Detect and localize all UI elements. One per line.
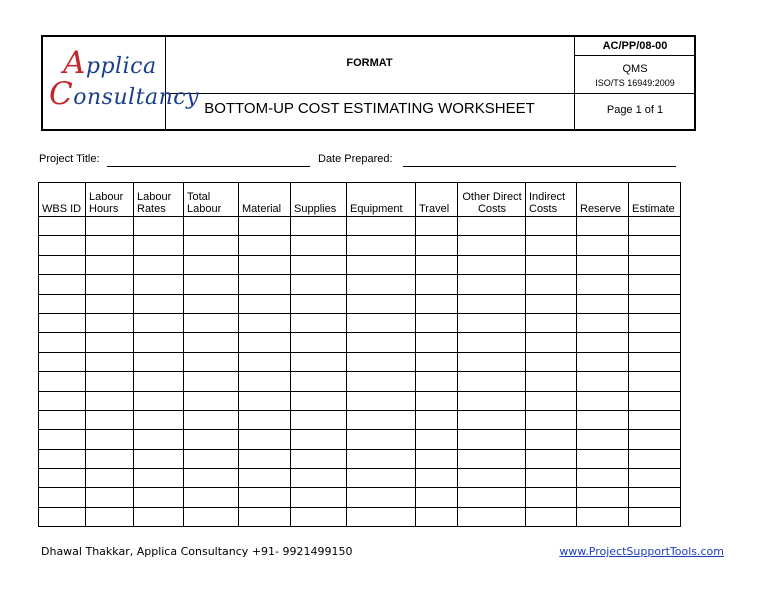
table-cell-supplies[interactable] (291, 275, 347, 294)
table-row (39, 294, 681, 313)
column-header-labour-hours: Labour Hours (86, 183, 134, 217)
table-cell-other-direct-costs[interactable] (458, 275, 526, 294)
table-cell-indirect-costs[interactable] (526, 255, 577, 274)
logo-word-consultancy: Consultancy (49, 76, 200, 112)
table-cell-supplies[interactable] (291, 372, 347, 391)
table-cell-indirect-costs[interactable] (526, 217, 577, 236)
table-cell-equipment[interactable] (347, 333, 416, 352)
table-cell-indirect-costs[interactable] (526, 236, 577, 255)
column-header-material: Material (239, 183, 291, 217)
table-cell-indirect-costs[interactable] (526, 391, 577, 410)
table-row (39, 352, 681, 371)
table-cell-wbs-id[interactable] (39, 333, 86, 352)
table-cell-equipment[interactable] (347, 275, 416, 294)
table-body (39, 217, 681, 527)
table-cell-travel[interactable] (416, 294, 458, 313)
table-cell-labour-hours[interactable] (86, 352, 134, 371)
table-row (39, 410, 681, 429)
table-cell-estimate[interactable] (629, 352, 681, 371)
table-cell-wbs-id[interactable] (39, 352, 86, 371)
table-cell-labour-rates[interactable] (134, 217, 184, 236)
table-cell-total-labour[interactable] (184, 217, 239, 236)
table-cell-labour-rates[interactable] (134, 275, 184, 294)
table-cell-reserve[interactable] (577, 313, 629, 332)
table-cell-labour-rates[interactable] (134, 507, 184, 526)
table-cell-indirect-costs[interactable] (526, 333, 577, 352)
table-cell-estimate[interactable] (629, 217, 681, 236)
table-cell-indirect-costs[interactable] (526, 430, 577, 449)
table-cell-reserve[interactable] (577, 469, 629, 488)
table-cell-travel[interactable] (416, 217, 458, 236)
table-cell-reserve[interactable] (577, 391, 629, 410)
header-divider (574, 55, 694, 56)
table-cell-indirect-costs[interactable] (526, 488, 577, 507)
table-cell-other-direct-costs[interactable] (458, 469, 526, 488)
table-cell-other-direct-costs[interactable] (458, 217, 526, 236)
table-cell-reserve[interactable] (577, 236, 629, 255)
table-row (39, 507, 681, 526)
table-cell-labour-hours[interactable] (86, 507, 134, 526)
qms-label: QMS (622, 63, 648, 75)
table-cell-reserve[interactable] (577, 217, 629, 236)
table-cell-estimate[interactable] (629, 469, 681, 488)
table-cell-material[interactable] (239, 430, 291, 449)
table-cell-supplies[interactable] (291, 313, 347, 332)
table-cell-supplies[interactable] (291, 294, 347, 313)
table-cell-material[interactable] (239, 294, 291, 313)
table-cell-reserve[interactable] (577, 488, 629, 507)
table-cell-travel[interactable] (416, 372, 458, 391)
table-cell-labour-rates[interactable] (134, 333, 184, 352)
table-cell-travel[interactable] (416, 333, 458, 352)
table-cell-wbs-id[interactable] (39, 488, 86, 507)
table-cell-equipment[interactable] (347, 255, 416, 274)
table-cell-material[interactable] (239, 255, 291, 274)
table-cell-labour-hours[interactable] (86, 236, 134, 255)
table-cell-total-labour[interactable] (184, 507, 239, 526)
table-cell-labour-rates[interactable] (134, 313, 184, 332)
project-title-label: Project Title: (39, 153, 100, 165)
table-cell-equipment[interactable] (347, 469, 416, 488)
table-cell-equipment[interactable] (347, 236, 416, 255)
table-cell-supplies[interactable] (291, 255, 347, 274)
table-cell-estimate[interactable] (629, 255, 681, 274)
table-cell-travel[interactable] (416, 469, 458, 488)
table-cell-supplies[interactable] (291, 488, 347, 507)
table-cell-other-direct-costs[interactable] (458, 488, 526, 507)
table-cell-wbs-id[interactable] (39, 294, 86, 313)
table-cell-labour-hours[interactable] (86, 449, 134, 468)
table-cell-labour-hours[interactable] (86, 255, 134, 274)
table-cell-labour-hours[interactable] (86, 275, 134, 294)
table-cell-supplies[interactable] (291, 217, 347, 236)
table-cell-reserve[interactable] (577, 507, 629, 526)
table-cell-labour-hours[interactable] (86, 372, 134, 391)
table-cell-wbs-id[interactable] (39, 410, 86, 429)
table-row (39, 275, 681, 294)
table-cell-material[interactable] (239, 372, 291, 391)
table-row (39, 255, 681, 274)
date-prepared-label: Date Prepared: (318, 153, 393, 165)
document-title: BOTTOM-UP COST ESTIMATING WORKSHEET (204, 100, 535, 117)
table-cell-equipment[interactable] (347, 488, 416, 507)
column-header-total-labour: Total Labour (184, 183, 239, 217)
table-cell-labour-rates[interactable] (134, 352, 184, 371)
document-header (41, 35, 696, 131)
table-cell-labour-hours[interactable] (86, 313, 134, 332)
table-cell-total-labour[interactable] (184, 313, 239, 332)
table-cell-labour-hours[interactable] (86, 217, 134, 236)
table-cell-travel[interactable] (416, 352, 458, 371)
table-cell-equipment[interactable] (347, 294, 416, 313)
page-info: Page 1 of 1 (606, 104, 664, 116)
table-cell-travel[interactable] (416, 236, 458, 255)
table-cell-estimate[interactable] (629, 507, 681, 526)
table-cell-other-direct-costs[interactable] (458, 236, 526, 255)
table-cell-indirect-costs[interactable] (526, 313, 577, 332)
table-cell-reserve[interactable] (577, 352, 629, 371)
table-cell-reserve[interactable] (577, 372, 629, 391)
table-row (39, 430, 681, 449)
table-cell-wbs-id[interactable] (39, 275, 86, 294)
table-cell-equipment[interactable] (347, 372, 416, 391)
table-cell-estimate[interactable] (629, 488, 681, 507)
footer-author-contact: Dhawal Thakkar, Applica Consultancy +91- 9921499150 (41, 545, 353, 558)
table-row (39, 391, 681, 410)
table-cell-labour-rates[interactable] (134, 410, 184, 429)
table-cell-labour-hours[interactable] (86, 488, 134, 507)
table-cell-estimate[interactable] (629, 449, 681, 468)
table-cell-total-labour[interactable] (184, 410, 239, 429)
table-cell-total-labour[interactable] (184, 469, 239, 488)
company-logo (43, 37, 200, 129)
table-cell-estimate[interactable] (629, 430, 681, 449)
table-cell-wbs-id[interactable] (39, 507, 86, 526)
table-cell-material[interactable] (239, 449, 291, 468)
table-cell-other-direct-costs[interactable] (458, 391, 526, 410)
table-cell-material[interactable] (239, 410, 291, 429)
table-cell-labour-hours[interactable] (86, 391, 134, 410)
table-cell-supplies[interactable] (291, 469, 347, 488)
table-cell-material[interactable] (239, 275, 291, 294)
table-row (39, 488, 681, 507)
table-cell-labour-rates[interactable] (134, 430, 184, 449)
table-row (39, 217, 681, 236)
table-cell-wbs-id[interactable] (39, 469, 86, 488)
table-cell-equipment[interactable] (347, 430, 416, 449)
table-row (39, 372, 681, 391)
table-cell-wbs-id[interactable] (39, 449, 86, 468)
table-cell-other-direct-costs[interactable] (458, 352, 526, 371)
table-cell-indirect-costs[interactable] (526, 352, 577, 371)
table-cell-labour-rates[interactable] (134, 255, 184, 274)
table-cell-material[interactable] (239, 488, 291, 507)
table-cell-other-direct-costs[interactable] (458, 333, 526, 352)
table-cell-travel[interactable] (416, 410, 458, 429)
table-cell-other-direct-costs[interactable] (458, 294, 526, 313)
table-cell-indirect-costs[interactable] (526, 372, 577, 391)
table-cell-equipment[interactable] (347, 410, 416, 429)
table-cell-other-direct-costs[interactable] (458, 449, 526, 468)
table-cell-material[interactable] (239, 469, 291, 488)
table-cell-supplies[interactable] (291, 507, 347, 526)
table-cell-material[interactable] (239, 333, 291, 352)
table-cell-equipment[interactable] (347, 313, 416, 332)
table-cell-travel[interactable] (416, 430, 458, 449)
table-cell-equipment[interactable] (347, 391, 416, 410)
table-cell-reserve[interactable] (577, 275, 629, 294)
table-cell-total-labour[interactable] (184, 352, 239, 371)
table-row (39, 313, 681, 332)
table-cell-estimate[interactable] (629, 275, 681, 294)
table-cell-total-labour[interactable] (184, 255, 239, 274)
table-cell-total-labour[interactable] (184, 449, 239, 468)
table-cell-wbs-id[interactable] (39, 372, 86, 391)
table-cell-supplies[interactable] (291, 236, 347, 255)
table-cell-reserve[interactable] (577, 294, 629, 313)
table-cell-labour-hours[interactable] (86, 430, 134, 449)
table-cell-wbs-id[interactable] (39, 217, 86, 236)
table-cell-other-direct-costs[interactable] (458, 430, 526, 449)
table-cell-supplies[interactable] (291, 449, 347, 468)
table-cell-equipment[interactable] (347, 217, 416, 236)
table-cell-total-labour[interactable] (184, 236, 239, 255)
table-cell-wbs-id[interactable] (39, 391, 86, 410)
table-cell-indirect-costs[interactable] (526, 449, 577, 468)
table-cell-total-labour[interactable] (184, 294, 239, 313)
table-cell-equipment[interactable] (347, 507, 416, 526)
column-header-reserve: Reserve (577, 183, 629, 217)
table-cell-total-labour[interactable] (184, 430, 239, 449)
table-cell-material[interactable] (239, 313, 291, 332)
column-header-labour-rates: Labour Rates (134, 183, 184, 217)
table-cell-total-labour[interactable] (184, 488, 239, 507)
column-header-travel: Travel (416, 183, 458, 217)
table-cell-material[interactable] (239, 391, 291, 410)
column-header-indirect-costs: Indirect Costs (526, 183, 577, 217)
project-title-field[interactable] (107, 166, 310, 167)
table-cell-other-direct-costs[interactable] (458, 507, 526, 526)
table-cell-labour-hours[interactable] (86, 294, 134, 313)
table-cell-supplies[interactable] (291, 391, 347, 410)
column-header-equipment: Equipment (347, 183, 416, 217)
date-prepared-field[interactable] (403, 166, 676, 167)
table-cell-wbs-id[interactable] (39, 430, 86, 449)
header-divider (165, 93, 694, 94)
table-cell-estimate[interactable] (629, 391, 681, 410)
table-cell-estimate[interactable] (629, 410, 681, 429)
table-cell-estimate[interactable] (629, 333, 681, 352)
table-cell-labour-rates[interactable] (134, 236, 184, 255)
table-cell-labour-rates[interactable] (134, 372, 184, 391)
table-cell-reserve[interactable] (577, 333, 629, 352)
table-cell-reserve[interactable] (577, 410, 629, 429)
table-cell-labour-hours[interactable] (86, 410, 134, 429)
table-row (39, 469, 681, 488)
table-row (39, 236, 681, 255)
table-cell-other-direct-costs[interactable] (458, 255, 526, 274)
table-cell-other-direct-costs[interactable] (458, 410, 526, 429)
table-cell-indirect-costs[interactable] (526, 410, 577, 429)
table-cell-indirect-costs[interactable] (526, 507, 577, 526)
table-cell-labour-rates[interactable] (134, 488, 184, 507)
table-cell-estimate[interactable] (629, 313, 681, 332)
table-cell-indirect-costs[interactable] (526, 469, 577, 488)
column-header-supplies: Supplies (291, 183, 347, 217)
format-label: FORMAT (346, 57, 393, 69)
table-header-row (39, 183, 681, 217)
column-header-estimate: Estimate (629, 183, 681, 217)
table-cell-supplies[interactable] (291, 333, 347, 352)
table-row (39, 333, 681, 352)
table-cell-travel[interactable] (416, 391, 458, 410)
table-cell-travel[interactable] (416, 313, 458, 332)
table-cell-supplies[interactable] (291, 410, 347, 429)
table-cell-travel[interactable] (416, 488, 458, 507)
table-cell-wbs-id[interactable] (39, 255, 86, 274)
table-cell-equipment[interactable] (347, 352, 416, 371)
table-cell-material[interactable] (239, 217, 291, 236)
table-cell-total-labour[interactable] (184, 391, 239, 410)
table-cell-travel[interactable] (416, 275, 458, 294)
logo-word-applica: Applica (63, 45, 157, 81)
table-cell-supplies[interactable] (291, 430, 347, 449)
table-cell-total-labour[interactable] (184, 275, 239, 294)
table-cell-labour-rates[interactable] (134, 391, 184, 410)
table-cell-labour-rates[interactable] (134, 469, 184, 488)
table-cell-travel[interactable] (416, 449, 458, 468)
table-cell-reserve[interactable] (577, 430, 629, 449)
table-cell-labour-hours[interactable] (86, 333, 134, 352)
table-cell-estimate[interactable] (629, 236, 681, 255)
table-cell-labour-rates[interactable] (134, 294, 184, 313)
table-cell-travel[interactable] (416, 255, 458, 274)
table-cell-estimate[interactable] (629, 294, 681, 313)
table-cell-total-labour[interactable] (184, 372, 239, 391)
table-row (39, 449, 681, 468)
table-cell-wbs-id[interactable] (39, 313, 86, 332)
cost-estimating-table (38, 182, 681, 527)
table-cell-estimate[interactable] (629, 372, 681, 391)
table-cell-reserve[interactable] (577, 449, 629, 468)
table-cell-wbs-id[interactable] (39, 236, 86, 255)
document-code: AC/PP/08-00 (602, 40, 668, 52)
column-header-other-direct-costs: Other Direct Costs (458, 183, 526, 217)
table-cell-supplies[interactable] (291, 352, 347, 371)
table-cell-indirect-costs[interactable] (526, 275, 577, 294)
table-cell-labour-rates[interactable] (134, 449, 184, 468)
footer-website-link[interactable]: www.ProjectSupportTools.com (559, 545, 724, 558)
table-cell-indirect-costs[interactable] (526, 294, 577, 313)
table-cell-travel[interactable] (416, 507, 458, 526)
iso-standard: ISO/TS 16949:2009 (595, 78, 675, 88)
table-cell-total-labour[interactable] (184, 333, 239, 352)
table-cell-other-direct-costs[interactable] (458, 372, 526, 391)
table-cell-reserve[interactable] (577, 255, 629, 274)
table-cell-equipment[interactable] (347, 449, 416, 468)
table-cell-material[interactable] (239, 352, 291, 371)
table-cell-material[interactable] (239, 236, 291, 255)
table-cell-labour-hours[interactable] (86, 469, 134, 488)
table-cell-material[interactable] (239, 507, 291, 526)
table-cell-other-direct-costs[interactable] (458, 313, 526, 332)
column-header-wbs-id: WBS ID (39, 183, 86, 217)
